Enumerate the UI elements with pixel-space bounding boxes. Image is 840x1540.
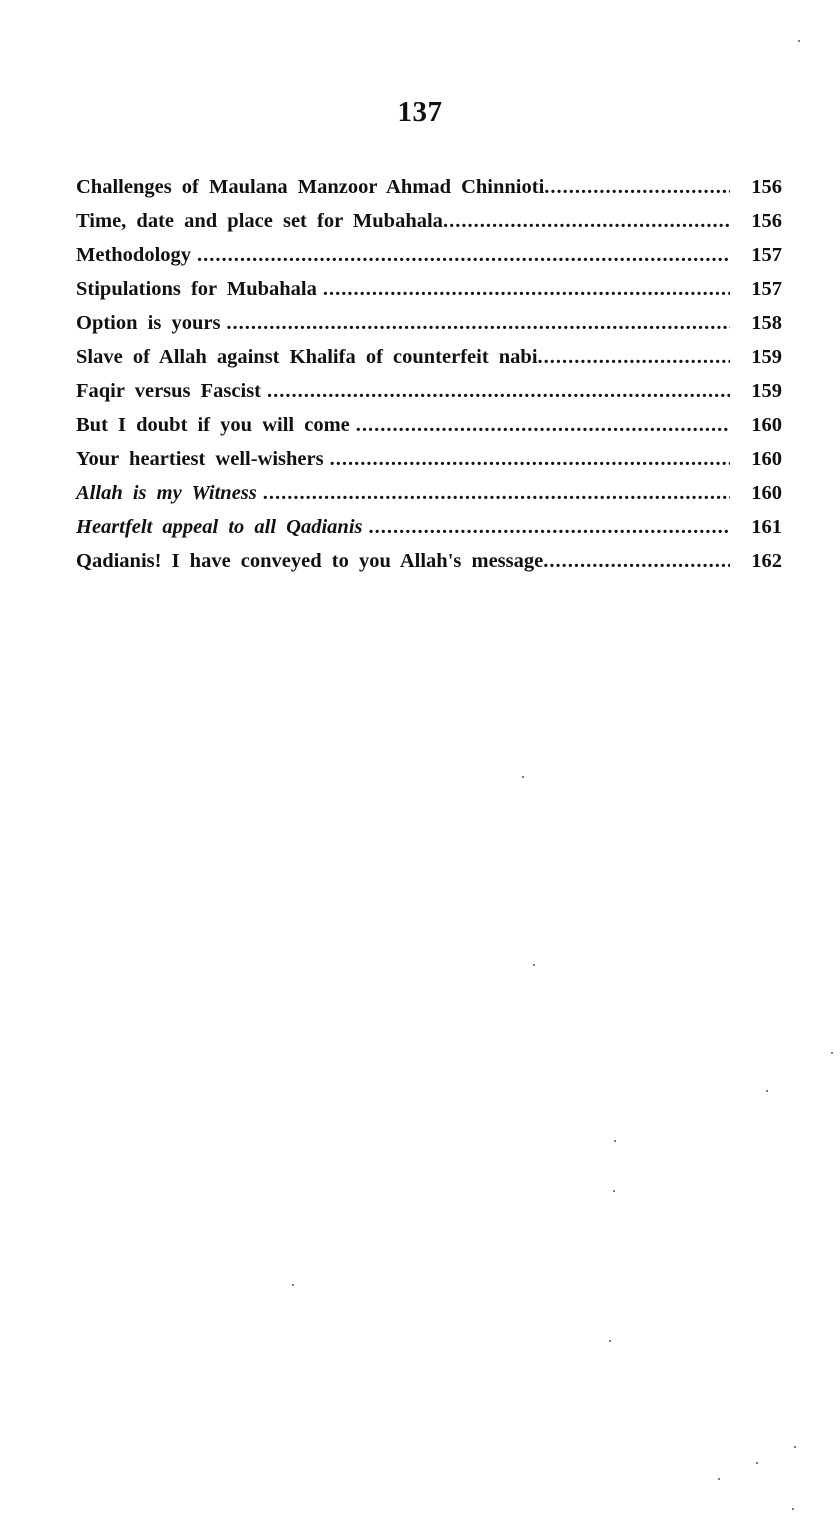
scan-speck [718,1478,720,1480]
toc-entry-title: Qadianis! I have conveyed to you Allah's message [76,550,544,572]
toc-entry-page: 160 [751,448,782,470]
scan-speck [522,776,524,778]
toc-entry-page: 159 [751,346,782,368]
toc-entry [76,210,782,244]
toc-entry [76,550,782,584]
dot-leader [197,244,730,267]
toc-entry [76,448,782,482]
toc-entry-page: 161 [751,516,782,538]
scan-speck [613,1190,615,1192]
scan-speck [609,1340,611,1342]
toc-entry-page: 156 [751,176,782,198]
toc-entry-title: Option is yours [76,312,221,334]
toc-entry-page: 162 [751,550,782,572]
toc-entry-title: Slave of Allah against Khalifa of counterfeit nabi [76,346,538,368]
scan-speck [756,1462,758,1464]
toc-entry-title: Faqir versus Fascist [76,380,262,402]
toc-entry-title: Time, date and place set for Mubahala [76,210,443,232]
dot-leader [543,550,730,573]
dot-leader [443,210,730,233]
scan-speck [792,1508,794,1510]
toc-entry-title: Your heartiest well-wishers [76,448,324,470]
toc-entry-page: 156 [751,210,782,232]
toc-entry-page: 157 [751,244,782,266]
dot-leader [263,482,730,505]
toc-entry-title: Stipulations for Mubahala [76,278,317,300]
toc-entry-title: Methodology [76,244,192,266]
scan-speck [798,40,800,42]
toc-entry-title: But I doubt if you will come [76,414,350,436]
scan-speck [766,1090,768,1092]
scan-speck [831,1052,833,1054]
toc-entry-page: 160 [751,482,782,504]
page-number: 137 [397,96,443,128]
dot-leader [544,176,730,199]
toc-entry-title: Challenges of Maulana Manzoor Ahmad Chinnioti [76,176,545,198]
scan-speck [794,1446,796,1448]
dot-leader [356,414,730,437]
toc-entry-title: Heartfelt appeal to all Qadianis [76,516,363,538]
toc-entry-page: 159 [751,380,782,402]
toc-entry [76,176,782,210]
table-of-contents [76,176,782,584]
toc-entry [76,482,782,516]
toc-entry-page: 157 [751,278,782,300]
dot-leader [330,448,730,471]
dot-leader [538,346,730,369]
toc-entry [76,380,782,414]
toc-entry-page: 158 [751,312,782,334]
toc-entry [76,278,782,312]
dot-leader [369,516,731,539]
scan-speck [614,1140,616,1142]
toc-entry [76,312,782,346]
dot-leader [226,312,730,335]
toc-entry [76,414,782,448]
toc-entry [76,244,782,278]
dot-leader [267,380,730,403]
toc-entry [76,516,782,550]
scan-speck [292,1284,294,1286]
toc-entry [76,346,782,380]
toc-entry-title: Allah is my Witness [76,482,257,504]
toc-entry-page: 160 [751,414,782,436]
dot-leader [323,278,730,301]
scan-speck [533,964,535,966]
